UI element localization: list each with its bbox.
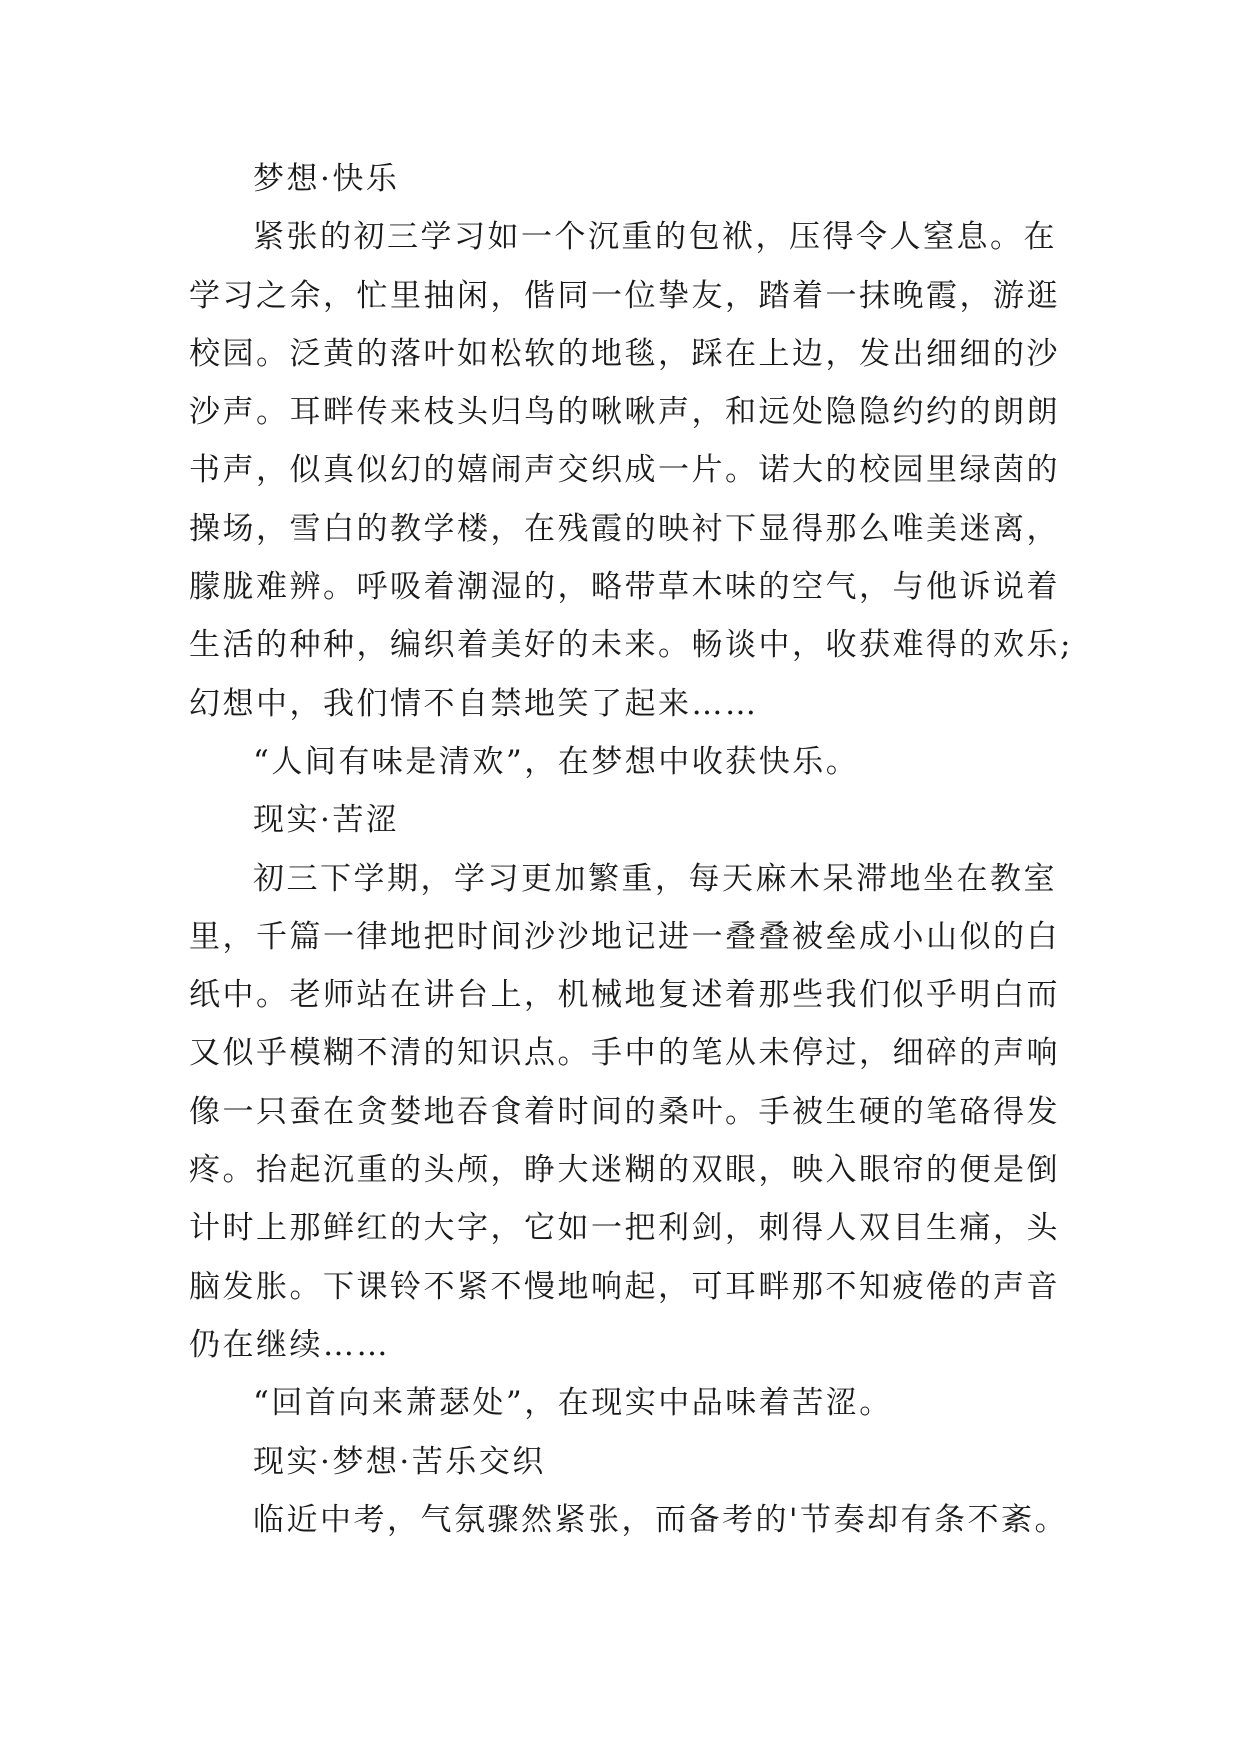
paragraph-line: 操场，雪白的教学楼，在残霞的映衬下显得那么唯美迷离，: [189, 510, 1060, 547]
paragraph-line: 校园。泛黄的落叶如松软的地毯，踩在上边，发出细细的沙: [189, 335, 1060, 372]
paragraph-line: 脑发胀。下课铃不紧不慢地响起，可耳畔那不知疲倦的声音: [189, 1268, 1060, 1305]
paragraph-line: 又似乎模糊不清的知识点。手中的笔从未停过，细碎的声响: [189, 1035, 1060, 1072]
paragraph-line: 计时上那鲜红的大字，它如一把利剑，刺得人双目生痛，头: [189, 1210, 1060, 1247]
paragraph-line: 临近中考，气氛骤然紧张，而备考的'节奏却有条不紊。: [253, 1501, 1069, 1538]
paragraph-line: 紧张的初三学习如一个沉重的包袱，压得令人窒息。在: [253, 219, 1057, 256]
paragraph-line: 书声，似真似幻的嬉闹声交织成一片。诺大的校园里绿茵的: [189, 452, 1060, 489]
paragraph-line: 疼。抬起沉重的头颅，睁大迷糊的双眼，映入眼帘的便是倒: [189, 1152, 1060, 1189]
quote-line: “人间有味是清欢”，在梦想中收获快乐。: [253, 743, 860, 780]
paragraph-line: 朦胧难辨。呼吸着潮湿的，略带草木味的空气，与他诉说着: [189, 569, 1060, 606]
paragraph-line: 幻想中，我们情不自禁地笑了起来……: [189, 685, 759, 722]
section-heading-reality-bitter: 现实·苦涩: [253, 802, 400, 839]
section-heading-dream-joy: 梦想·快乐: [253, 161, 400, 197]
quote-line: “回首向来萧瑟处”，在现实中品味着苦涩。: [253, 1385, 893, 1422]
paragraph-line: 初三下学期，学习更加繁重，每天麻木呆滞地坐在教室: [253, 860, 1057, 897]
paragraph-line: 生活的种种，编织着美好的未来。畅谈中，收获难得的欢乐;: [189, 627, 1073, 664]
section-heading-reality-dream: 现实·梦想·苦乐交织: [253, 1443, 546, 1480]
paragraph-line: 纸中。老师站在讲台上，机械地复述着那些我们似乎明白而: [189, 977, 1060, 1014]
essay-body: [189, 150, 1073, 1549]
paragraph-line: 沙声。耳畔传来枝头归鸟的啾啾声，和远处隐隐约约的朗朗: [189, 394, 1060, 431]
paragraph-line: 里，千篇一律地把时间沙沙地记进一叠叠被垒成小山似的白: [189, 918, 1060, 955]
paragraph-line: 仍在继续……: [189, 1326, 390, 1363]
paragraph-line: 学习之余，忙里抽闲，偕同一位挚友，踏着一抹晚霞，游逛: [189, 277, 1060, 314]
paragraph-line: 像一只蚕在贪婪地吞食着时间的桑叶。手被生硬的笔硌得发: [189, 1093, 1060, 1130]
